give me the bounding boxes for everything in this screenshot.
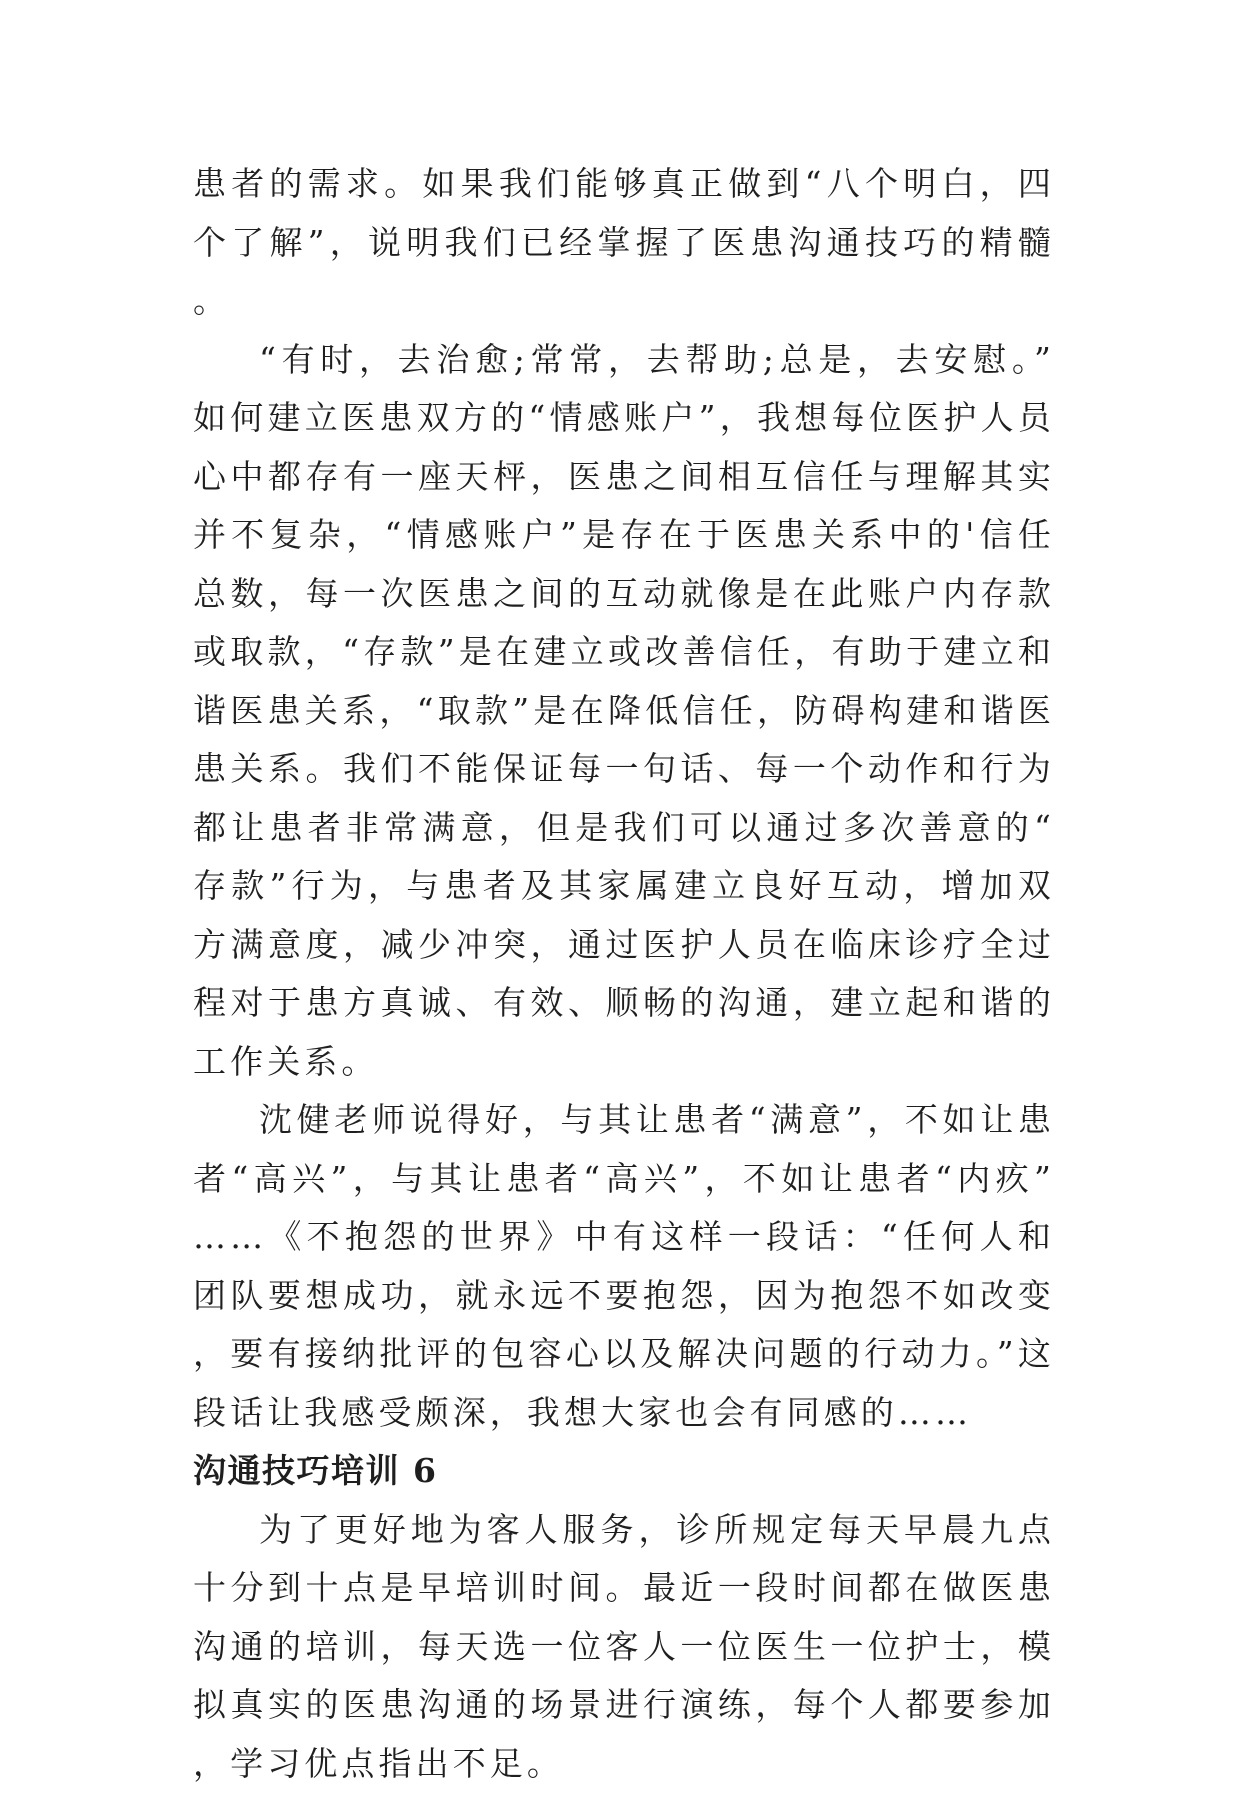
body-paragraph-3: 沈健老师说得好，与其让患者“满意”，不如让患者“高兴”，与其让患者“高兴”，不如让患者“内疚”……《不抱怨的世界》中有这样一段话：“任何人和团队要想成功，就永远不要抱怨，因为抱怨不如改变，要有接纳批评的包容心以及解决问题的行动力。”这段话让我感受颇深，我想大家也会有同感的……	[193, 1091, 1055, 1442]
section-paragraph-1: 为了更好地为客人服务，诊所规定每天早晨九点十分到十点是早培训时间。最近一段时间都在做医患沟通的培训，每天选一位客人一位医生一位护士，模拟真实的医患沟通的场景进行演练，每个人都要参加，学习优点指出不足。	[193, 1501, 1055, 1793]
body-paragraph-2: “有时，去治愈;常常，去帮助;总是，去安慰。”如何建立医患双方的“情感账户”，我想每位医护人员心中都存有一座天枰，医患之间相互信任与理解其实并不复杂，“情感账户”是存在于医患关系中的'信任总数，每一次医患之间的互动就像是在此账户内存款或取款，“存款”是在建立或改善信任，有助于建立和谐医患关系，“取款”是在降低信任，防碍构建和谐医患关系。我们不能保证每一句话、每一个动作和行为都让患者非常满意，但是我们可以通过多次善意的“存款”行为，与患者及其家属建立良好互动，增加双方满意度，减少冲突，通过医护人员在临床诊疗全过程对于患方真诚、有效、顺畅的沟通，建立起和谐的工作关系。	[193, 331, 1055, 1092]
body-paragraph-1: 患者的需求。如果我们能够真正做到“八个明白，四个了解”，说明我们已经掌握了医患沟通技巧的精髓。	[193, 155, 1055, 331]
section-heading: 沟通技巧培训 6	[193, 1442, 1055, 1501]
document-body	[193, 155, 1055, 1793]
